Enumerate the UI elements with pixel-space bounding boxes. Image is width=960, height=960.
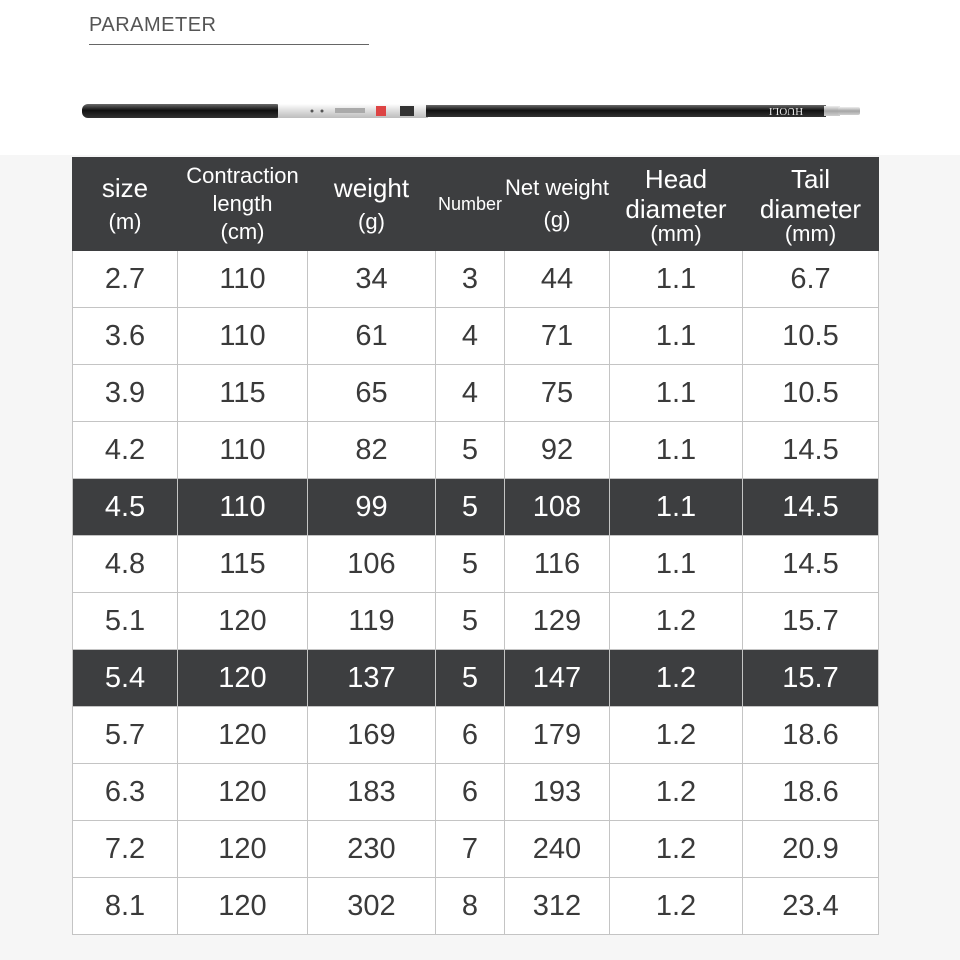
cell-size: 7.2 <box>73 821 178 878</box>
cell-size: 5.7 <box>73 707 178 764</box>
cell-weight: 106 <box>308 536 436 593</box>
table-row <box>73 593 879 650</box>
header-head-diameter: Head diameter (mm) <box>610 158 743 251</box>
cell-tail-diameter: 15.7 <box>743 593 879 650</box>
fishing-rod-image <box>80 100 862 124</box>
cell-head-diameter: 1.2 <box>610 707 743 764</box>
cell-net-weight: 71 <box>505 308 610 365</box>
cell-weight: 230 <box>308 821 436 878</box>
cell-net-weight: 312 <box>505 878 610 935</box>
cell-number: 6 <box>436 707 505 764</box>
cell-weight: 65 <box>308 365 436 422</box>
cell-head-diameter: 1.1 <box>610 479 743 536</box>
cell-head-diameter: 1.1 <box>610 251 743 308</box>
cell-weight: 169 <box>308 707 436 764</box>
cell-net-weight: 179 <box>505 707 610 764</box>
cell-net-weight: 44 <box>505 251 610 308</box>
cell-tail-diameter: 14.5 <box>743 479 879 536</box>
cell-tail-diameter: 10.5 <box>743 365 879 422</box>
cell-contraction-length: 120 <box>178 821 308 878</box>
cell-contraction-length: 110 <box>178 422 308 479</box>
cell-contraction-length: 120 <box>178 707 308 764</box>
cell-number: 5 <box>436 650 505 707</box>
cell-number: 5 <box>436 536 505 593</box>
cell-number: 3 <box>436 251 505 308</box>
header-number: Number <box>436 158 505 251</box>
cell-tail-diameter: 18.6 <box>743 707 879 764</box>
cell-number: 4 <box>436 365 505 422</box>
cell-size: 8.1 <box>73 878 178 935</box>
cell-size: 4.5 <box>73 479 178 536</box>
cell-contraction-length: 110 <box>178 251 308 308</box>
cell-number: 7 <box>436 821 505 878</box>
cell-number: 4 <box>436 308 505 365</box>
table-row <box>73 536 879 593</box>
cell-contraction-length: 115 <box>178 536 308 593</box>
table-row <box>73 878 879 935</box>
cell-head-diameter: 1.1 <box>610 308 743 365</box>
cell-net-weight: 129 <box>505 593 610 650</box>
cell-contraction-length: 110 <box>178 479 308 536</box>
table-row <box>73 251 879 308</box>
cell-size: 5.1 <box>73 593 178 650</box>
cell-weight: 99 <box>308 479 436 536</box>
cell-tail-diameter: 20.9 <box>743 821 879 878</box>
cell-weight: 61 <box>308 308 436 365</box>
cell-weight: 183 <box>308 764 436 821</box>
page-title: PARAMETER <box>89 14 217 36</box>
cell-weight: 137 <box>308 650 436 707</box>
cell-tail-diameter: 23.4 <box>743 878 879 935</box>
cell-contraction-length: 115 <box>178 365 308 422</box>
cell-number: 5 <box>436 593 505 650</box>
cell-net-weight: 75 <box>505 365 610 422</box>
cell-head-diameter: 1.1 <box>610 536 743 593</box>
cell-weight: 34 <box>308 251 436 308</box>
title-underline <box>89 44 369 45</box>
cell-number: 8 <box>436 878 505 935</box>
rod-brand-label: HUOLI <box>768 105 804 117</box>
cell-number: 5 <box>436 479 505 536</box>
table-row <box>73 707 879 764</box>
cell-number: 5 <box>436 422 505 479</box>
cell-net-weight: 240 <box>505 821 610 878</box>
cell-size: 3.9 <box>73 365 178 422</box>
header-tail-diameter: Tail diameter (mm) <box>743 158 879 251</box>
cell-tail-diameter: 10.5 <box>743 308 879 365</box>
cell-size: 4.2 <box>73 422 178 479</box>
cell-number: 6 <box>436 764 505 821</box>
cell-tail-diameter: 6.7 <box>743 251 879 308</box>
parameter-table <box>72 157 879 935</box>
cell-size: 5.4 <box>73 650 178 707</box>
header-size: size (m) <box>73 158 178 251</box>
cell-weight: 119 <box>308 593 436 650</box>
cell-net-weight: 92 <box>505 422 610 479</box>
cell-head-diameter: 1.2 <box>610 764 743 821</box>
table-row <box>73 365 879 422</box>
cell-weight: 302 <box>308 878 436 935</box>
cell-contraction-length: 120 <box>178 650 308 707</box>
cell-contraction-length: 120 <box>178 593 308 650</box>
cell-size: 6.3 <box>73 764 178 821</box>
cell-head-diameter: 1.2 <box>610 650 743 707</box>
cell-net-weight: 108 <box>505 479 610 536</box>
cell-size: 4.8 <box>73 536 178 593</box>
cell-size: 3.6 <box>73 308 178 365</box>
cell-size: 2.7 <box>73 251 178 308</box>
table-row <box>73 479 879 536</box>
header-weight: weight (g) <box>308 158 436 251</box>
table-row <box>73 308 879 365</box>
table-row <box>73 650 879 707</box>
cell-tail-diameter: 18.6 <box>743 764 879 821</box>
cell-contraction-length: 120 <box>178 878 308 935</box>
cell-head-diameter: 1.2 <box>610 821 743 878</box>
cell-head-diameter: 1.2 <box>610 878 743 935</box>
cell-contraction-length: 120 <box>178 764 308 821</box>
header-contraction-length: Contraction length (cm) <box>178 158 308 251</box>
cell-tail-diameter: 14.5 <box>743 422 879 479</box>
header-net-weight: Net weight (g) <box>505 158 610 251</box>
table-row <box>73 821 879 878</box>
table-header-row <box>73 158 879 251</box>
table-row <box>73 764 879 821</box>
cell-net-weight: 147 <box>505 650 610 707</box>
cell-weight: 82 <box>308 422 436 479</box>
cell-contraction-length: 110 <box>178 308 308 365</box>
cell-net-weight: 116 <box>505 536 610 593</box>
cell-head-diameter: 1.1 <box>610 422 743 479</box>
table-row <box>73 422 879 479</box>
cell-net-weight: 193 <box>505 764 610 821</box>
cell-tail-diameter: 14.5 <box>743 536 879 593</box>
cell-head-diameter: 1.1 <box>610 365 743 422</box>
cell-head-diameter: 1.2 <box>610 593 743 650</box>
cell-tail-diameter: 15.7 <box>743 650 879 707</box>
